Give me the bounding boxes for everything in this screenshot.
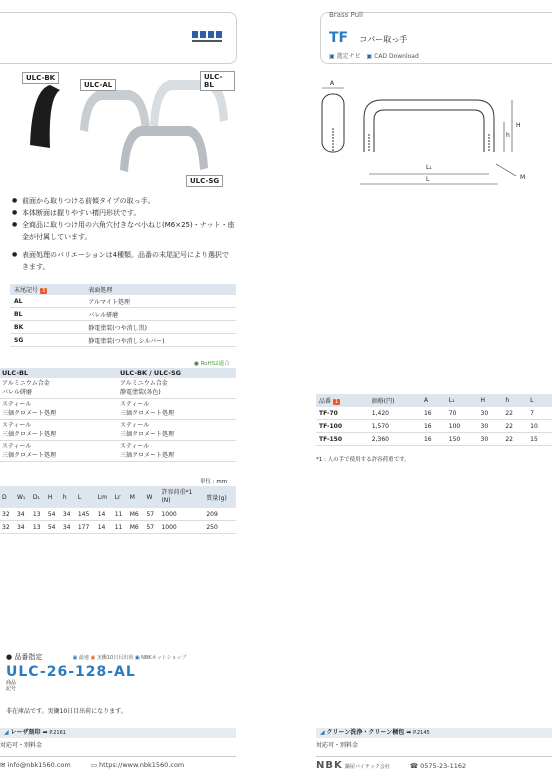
price-cell: TF-100 (316, 420, 369, 433)
finish-code: SG (10, 334, 84, 347)
price-cell: TF-150 (316, 433, 369, 446)
price-cell: 30 (478, 420, 503, 433)
feature-bullet: ● 本体断面は握りやすい楕円形状です。 (12, 207, 236, 219)
dim-cell: 1000 (159, 508, 204, 521)
dim-header: W (144, 486, 159, 508)
material-cell: スティール 三価クロメート処理 (118, 420, 236, 441)
dim-cell: 57 (144, 521, 159, 534)
phone-number[interactable]: 0575-23-1162 (420, 762, 467, 770)
dim-label: L (426, 176, 430, 183)
web-icon: ▭ (90, 761, 97, 769)
cad-link[interactable]: CAD Download (374, 53, 419, 60)
unit-note: 単位 : mm (200, 479, 228, 485)
cad-icon: ▣ (366, 53, 373, 60)
variant-label: ULC-AL (80, 79, 116, 91)
price-cell: 7 (527, 407, 552, 420)
right-page (312, 0, 552, 783)
material-cell: スティール 三価クロメート処理 (0, 441, 118, 462)
brand-logo (190, 29, 226, 47)
material-header: ULC-BK / ULC-SG (118, 368, 236, 378)
price-cell: 16 (421, 420, 446, 433)
material-cell: アルミニウム合金 バレル研磨 (0, 378, 118, 399)
price-cell: 15 (527, 433, 552, 446)
leaf-icon: ● (194, 361, 199, 367)
price-cell: 22 (502, 420, 527, 433)
dim-cell: 145 (76, 508, 96, 521)
bullet-icon: ● (6, 653, 13, 661)
shop-icon: ▣ (134, 655, 140, 661)
price-header: 品番 (319, 398, 332, 405)
dim-label: h (506, 132, 510, 139)
finish-desc: 静電塗装(つや消しシルバー) (84, 334, 236, 347)
dim-header: 許容荷重*1 (N) (159, 486, 204, 508)
price-header: L₁ (446, 394, 478, 407)
price-header: h (502, 394, 527, 407)
price-cell: 22 (502, 407, 527, 420)
brand-sub: 鍋屋バイテック会社 (344, 764, 390, 770)
dim-header: H (46, 486, 61, 508)
footer-link-bar[interactable]: ◢ レーザ刻印 ➡ P.2161 (0, 728, 236, 738)
dim-cell: 32 (0, 508, 15, 521)
material-table (0, 368, 236, 462)
price-cell: 100 (446, 420, 478, 433)
footnote: *1 : 人の手で使用する許容荷重です。 (316, 457, 410, 463)
price-cell: 70 (446, 407, 478, 420)
dim-header: Lm (96, 486, 113, 508)
order-title: 品番指定 (14, 653, 43, 661)
variant-label: ULC-SG (186, 175, 223, 187)
dim-cell: 34 (61, 521, 76, 534)
dim-cell: 54 (46, 521, 61, 534)
dim-cell: 14 (96, 508, 113, 521)
dim-header: D₁ (31, 486, 46, 508)
dim-cell: 34 (61, 508, 76, 521)
price-cell: 30 (478, 407, 503, 420)
dimension-table (0, 486, 236, 534)
feature-bullet: ● 前面から取りつける前傾タイプの取っ手。 (12, 195, 236, 207)
order-note: 非在庫品です。実働10日目出荷になります。 (6, 708, 127, 715)
dim-cell: 34 (15, 508, 31, 521)
category-label: Brass Pull (329, 11, 363, 19)
left-page (0, 0, 238, 783)
dim-header: W₁ (15, 486, 31, 508)
dim-cell: 34 (15, 521, 31, 534)
note-badge: 3 (42, 288, 46, 294)
price-cell: 1,420 (369, 407, 421, 420)
dim-header: D (0, 486, 15, 508)
dim-cell: M6 (128, 508, 145, 521)
dim-label: H (516, 122, 521, 129)
material-cell: アルミニウム合金 静電塗装(各色) (118, 378, 236, 399)
price-cell: 16 (421, 407, 446, 420)
price-cell: 1,570 (369, 420, 421, 433)
price-cell: 30 (478, 433, 503, 446)
right-header (320, 12, 552, 64)
dim-label: A (330, 80, 335, 87)
left-header (0, 12, 237, 64)
feature-bullet: ● 全商品に取りつけ用の六角穴付きなべ小ねじ(M6×25)・ナット・座金が付属しています。 (12, 219, 236, 243)
price-cell: 16 (421, 433, 446, 446)
material-cell: スティール 三価クロメート処理 (118, 441, 236, 462)
product-title: コパー取っ手 (359, 35, 408, 44)
finish-code: AL (10, 295, 84, 308)
price-header: L (527, 394, 552, 407)
web-link[interactable]: https://www.nbk1560.com (99, 761, 185, 769)
dim-header: L (76, 486, 96, 508)
product-code: TF (329, 30, 349, 46)
dimension-drawing (316, 78, 552, 188)
footer-link-sub: 対応可・別料金 (0, 742, 43, 749)
dim-cell: 14 (96, 521, 113, 534)
finish-table (10, 284, 236, 347)
finish-header: 表面処理 (84, 284, 236, 295)
dim-cell: 177 (76, 521, 96, 534)
dim-header: 質量(g) (204, 486, 236, 508)
finish-desc: バレル研磨 (84, 308, 236, 321)
dim-cell: 54 (46, 508, 61, 521)
footer-contact (0, 756, 236, 769)
material-cell: スティール 三価クロメート処理 (0, 399, 118, 420)
dim-label: L₁ (426, 164, 432, 171)
dim-cell: 1000 (159, 521, 204, 534)
dim-cell: 209 (204, 508, 236, 521)
order-section: ● 品番指定 ▣ 最速 ▣ 実働10日目出荷 ▣ NBKネットショップ ULC-26-128-AL 商品 記号 非在庫品です。実働10日目出荷になります。 (6, 652, 236, 692)
order-item-label: 商品 記号 (6, 680, 17, 692)
finish-desc: アルマイト処理 (84, 295, 236, 308)
material-cell: スティール 三価クロメート処理 (118, 399, 236, 420)
brand-logo-text: NBK (316, 760, 343, 771)
phone-icon: ☎ (409, 762, 419, 770)
order-code: ULC-26-128-AL (6, 664, 136, 680)
dim-header: Lr (113, 486, 128, 508)
dim-cell: M6 (128, 521, 145, 534)
price-cell: 10 (527, 420, 552, 433)
dim-cell: 13 (31, 508, 46, 521)
footer-link-bar[interactable]: ◢ クリーン洗浄・クリーン梱包 ➡ P.2145 (316, 728, 552, 738)
dim-cell: 250 (204, 521, 236, 534)
dim-header: M (128, 486, 145, 508)
product-photo (20, 70, 235, 190)
price-cell: TF-70 (316, 407, 369, 420)
price-table (316, 394, 552, 446)
dim-cell: 11 (113, 521, 128, 534)
feature-list (12, 195, 236, 273)
finish-desc: 静電塗装(つや消し黒) (84, 321, 236, 334)
rohs-badge: ● RoHS2適合 (194, 361, 230, 367)
price-cell: 2,360 (369, 433, 421, 446)
material-cell: スティール 三価クロメート処理 (0, 420, 118, 441)
ruler-icon: ◢ (4, 729, 9, 736)
variant-label: ULC-BK (22, 72, 59, 84)
fast-icon: ▣ (72, 655, 78, 661)
dim-cell: 13 (31, 521, 46, 534)
mail-icon: ✉ (0, 761, 6, 769)
dim-cell: 57 (144, 508, 159, 521)
navi-icon: ▣ (329, 53, 335, 60)
ten-day-icon: ▣ (90, 655, 96, 661)
finish-header: 末尾記号 (14, 287, 39, 294)
finish-code: BK (10, 321, 84, 334)
dim-cell: 32 (0, 521, 15, 534)
dim-header: h (61, 486, 76, 508)
price-header: H (478, 394, 503, 407)
clean-icon: ◢ (320, 729, 325, 736)
footer-brand (316, 756, 552, 771)
variant-label: ULC-BL (200, 71, 235, 91)
price-cell: 150 (446, 433, 478, 446)
email-link[interactable]: info@nbk1560.com (7, 761, 71, 769)
navi-link[interactable]: 選定ナビ (336, 53, 361, 60)
dim-label: M (520, 174, 526, 181)
material-header: ULC-BL (0, 368, 118, 378)
finish-code: BL (10, 308, 84, 321)
dim-cell: 11 (113, 508, 128, 521)
price-header: 価格(円) (369, 394, 421, 407)
feature-bullet: ● 表面処理のバリエーションは4種類。品番の末尾記号により選択できます。 (12, 249, 236, 273)
price-cell: 22 (502, 433, 527, 446)
price-header: A (421, 394, 446, 407)
note-badge: 1 (335, 399, 339, 405)
footer-link-sub: 対応可・別料金 (316, 742, 359, 749)
